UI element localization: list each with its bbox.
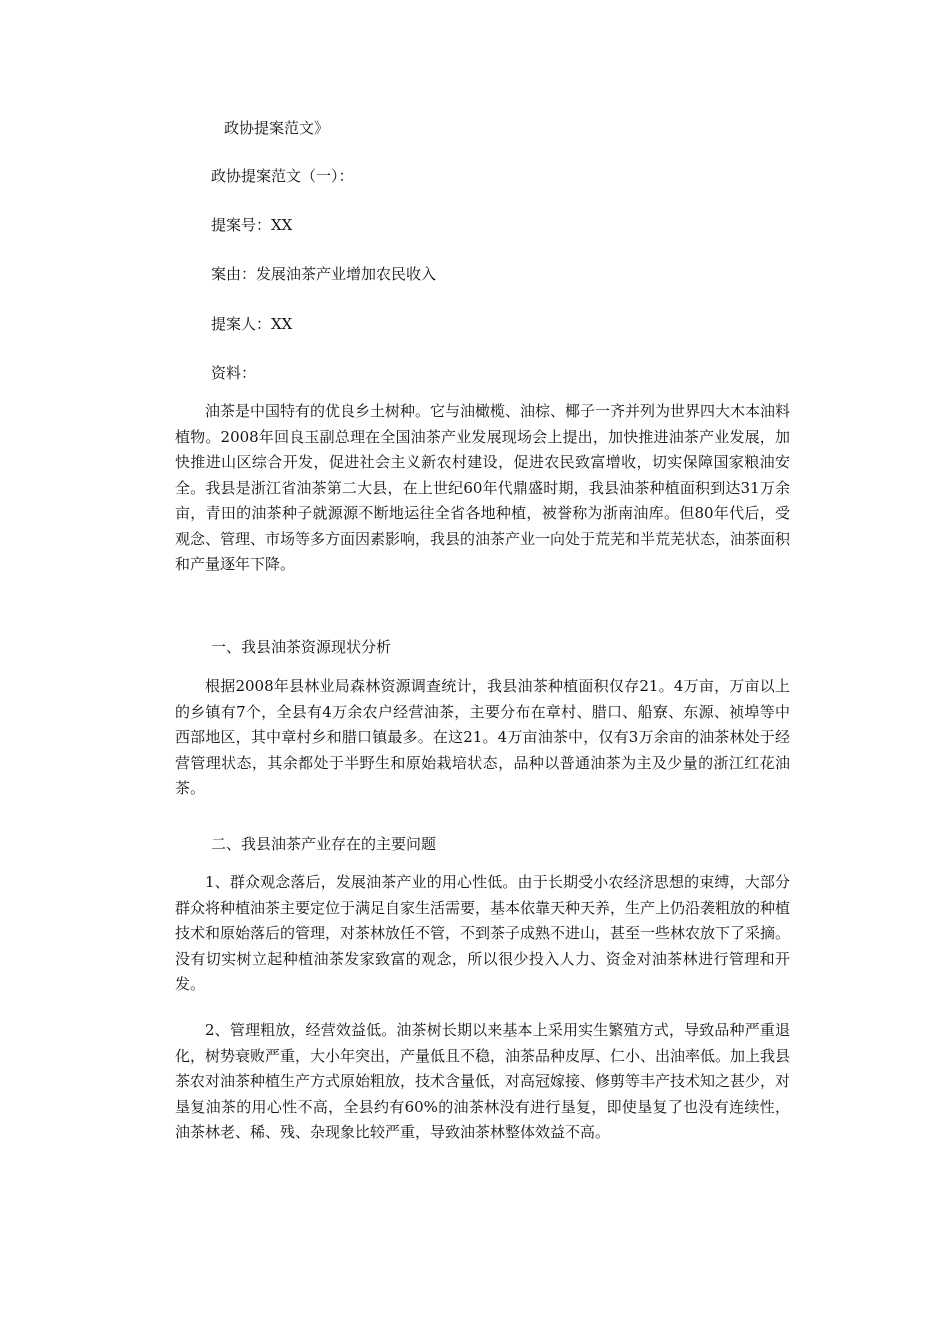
section2-heading: 二、我县油茶产业存在的主要问题 — [211, 835, 437, 853]
document-title: 政协提案范文》 — [224, 119, 330, 137]
section2-point2: 2、管理粗放，经营效益低。油茶树长期以来基本上采用实生繁殖方式，导致品种严重退化，树势衰败严重，大小年突出，产量低且不稳，油茶品种皮厚、仁小、出油率低。加上我县茶农对油茶种植生产方式原始粗放，技术含量低，对高冠嫁接、修剪等丰产技术知之甚少，对垦复油茶的用心性不高，全县约有60%的油茶林没有进行垦复，即使垦复了也没有连续性，油茶林老、稀、残、杂现象比较严重，导致油茶林整体效益不高。 — [175, 1021, 791, 1141]
proposer: 提案人：XX — [211, 315, 293, 333]
section2-point1: 1、群众观念落后，发展油茶产业的用心性低。由于长期受小农经济思想的束缚，大部分群众将种植油茶主要定位于满足自家生活需要，基本依靠天种天养，生产上仍沿袭粗放的种植技术和原始落后的管理，对茶林放任不管，不到茶子成熟不进山，甚至一些林农放下了采摘。没有切实树立起种植油茶发家致富的观念，所以很少投入人力、资金对油茶林进行管理和开发。 — [175, 873, 791, 993]
proposal-number: 提案号：XX — [211, 216, 293, 234]
materials-label: 资料： — [211, 364, 257, 382]
proposal-cause: 案由：发展油茶产业增加农民收入 — [211, 265, 437, 283]
section1-paragraph: 根据2008年县林业局森林资源调查统计，我县油茶种植面积仅存21。4万亩，万亩以上的乡镇有7个，全县有4万余农户经营油茶，主要分布在章村、腊口、船寮、东源、祯埠等中西部地区，其中章村乡和腊口镇最多。在这21。4万亩油茶中，仅有3万余亩的油茶林处于经营管理状态，其余都处于半野生和原始栽培状态，品种以普通油茶为主及少量的浙江红花油茶。 — [175, 677, 790, 797]
document-subtitle: 政协提案范文（一）： — [211, 167, 354, 185]
intro-paragraph: 油茶是中国特有的优良乡土树种。它与油橄榄、油棕、椰子一齐并列为世界四大木本油料植物。2008年回良玉副总理在全国油茶产业发展现场会上提出，加快推进油茶产业发展，加快推进山区综合开发，促进社会主义新农村建设，促进农民致富增收，切实保障国家粮油安全。我县是浙江省油茶第二大县，在上世纪60年代鼎盛时期，我县油茶种植面积到达31万余亩，青田的油茶种子就源源不断地运往全省各地种植，被誉称为浙南油库。但80年代后，受观念、管理、市场等多方面因素影响，我县的油茶产业一向处于荒芜和半荒芜状态，油茶面积和产量逐年下降。 — [175, 402, 791, 573]
section1-heading: 一、我县油茶资源现状分析 — [211, 638, 392, 656]
